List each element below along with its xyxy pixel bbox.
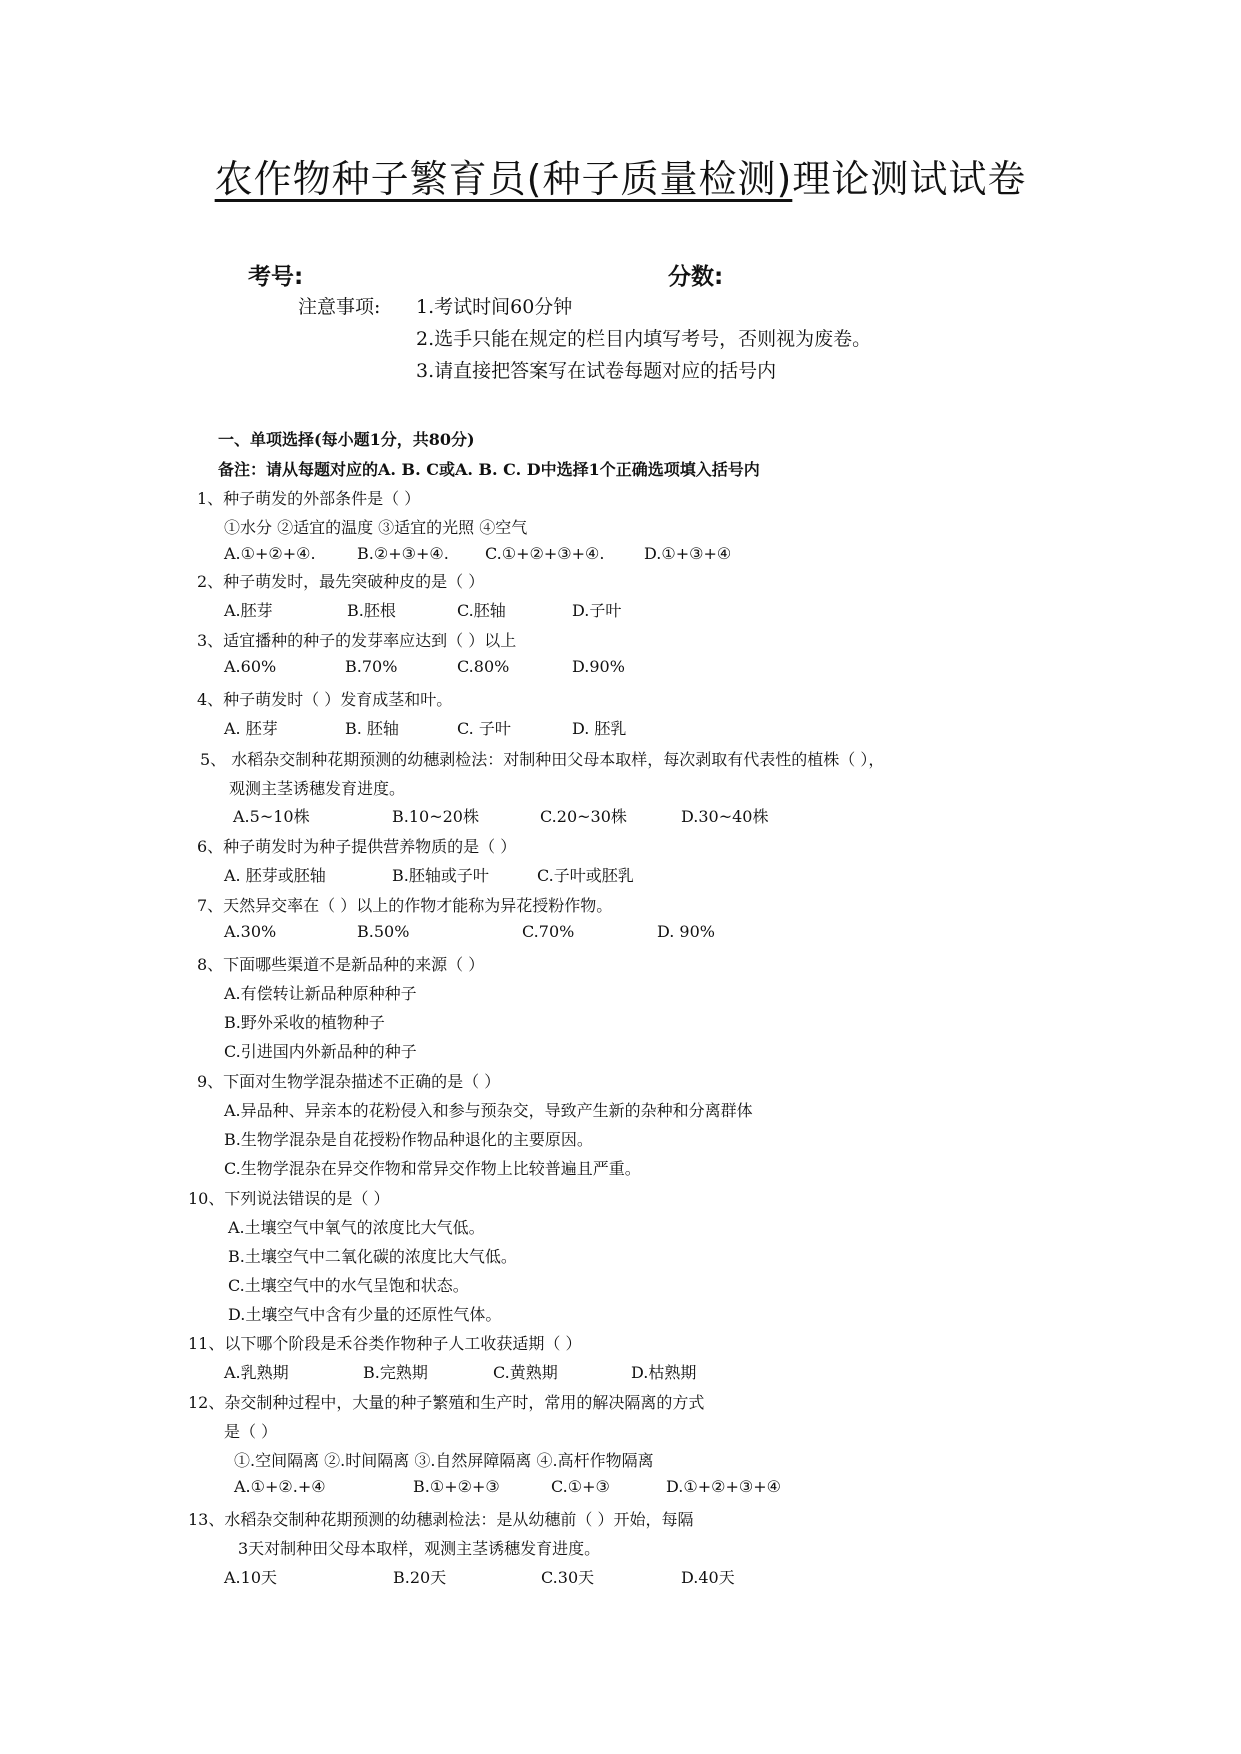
answer-option: D.子叶 bbox=[572, 601, 622, 620]
answer-option: B.胚轴或子叶 bbox=[392, 866, 489, 885]
answer-option: B.20天 bbox=[393, 1568, 447, 1587]
answer-option: A. 胚芽或胚轴 bbox=[224, 866, 326, 885]
question-line: A.有偿转让新品种原种种子 bbox=[224, 984, 417, 1003]
answer-option: C.①+③ bbox=[551, 1477, 610, 1496]
answer-option: B.①+②+③ bbox=[413, 1477, 500, 1496]
answer-option: C.80% bbox=[457, 657, 510, 676]
question-line: 是（ ） bbox=[224, 1422, 278, 1441]
question-line: ①.空间隔离 ②.时间隔离 ③.自然屏障隔离 ④.高杆作物隔离 bbox=[234, 1451, 654, 1470]
question-line: B.土壤空气中二氧化碳的浓度比大气低。 bbox=[228, 1247, 517, 1266]
question-stem: 12、杂交制种过程中，大量的种子繁殖和生产时，常用的解决隔离的方式 bbox=[188, 1393, 705, 1412]
answer-option: B.胚根 bbox=[347, 601, 396, 620]
question-line: A.异品种、异亲本的花粉侵入和参与预杂交，导致产生新的杂种和分离群体 bbox=[224, 1101, 753, 1120]
exam-title-rest: 理论测试试卷 bbox=[792, 157, 1027, 201]
answer-option: A.5~10株 bbox=[233, 807, 310, 826]
answer-option: D.90% bbox=[572, 657, 625, 676]
question-stem: 3、适宜播种的种子的发芽率应达到（ ）以上 bbox=[197, 631, 517, 650]
answer-option: D.30~40株 bbox=[681, 807, 769, 826]
answer-option: B.50% bbox=[357, 922, 410, 941]
question-line: A.土壤空气中氧气的浓度比大气低。 bbox=[228, 1218, 485, 1237]
notice-item: 1.考试时间60分钟 bbox=[416, 296, 573, 318]
answer-option: C.胚轴 bbox=[457, 601, 506, 620]
answer-option: A.①+②+④. bbox=[224, 544, 316, 563]
answer-option: C.黄熟期 bbox=[493, 1363, 558, 1382]
question-line: C.生物学混杂在异交作物和常异交作物上比较普遍且严重。 bbox=[224, 1159, 641, 1178]
answer-option: B.②+③+④. bbox=[357, 544, 449, 563]
answer-option: C.①+②+③+④. bbox=[485, 544, 605, 563]
question-stem: 11、以下哪个阶段是禾谷类作物种子人工收获适期（ ） bbox=[188, 1334, 582, 1353]
question-stem: 5、 水稻杂交制种花期预测的幼穗剥检法：对制种田父母本取样，每次剥取有代表性的植株（ ）， bbox=[200, 750, 885, 769]
answer-option: A.①+②.+④ bbox=[234, 1477, 326, 1496]
answer-option: D. 90% bbox=[657, 922, 715, 941]
question-line: D.土壤空气中含有少量的还原性气体。 bbox=[228, 1305, 502, 1324]
question-stem: 10、下列说法错误的是（ ） bbox=[188, 1189, 390, 1208]
question-line: C.引进国内外新品种的种子 bbox=[224, 1042, 417, 1061]
answer-option: A.10天 bbox=[224, 1568, 278, 1587]
question-line: C.土壤空气中的水气呈饱和状态。 bbox=[228, 1276, 469, 1295]
question-stem: 4、种子萌发时（ ）发育成茎和叶。 bbox=[197, 690, 453, 709]
section-remark: 备注：请从每题对应的A. B. C或A. B. C. D中选择1个正确选项填入括号内 bbox=[218, 460, 760, 479]
answer-option: A. 胚芽 bbox=[224, 719, 278, 738]
answer-option: D.①+②+③+④ bbox=[666, 1477, 781, 1496]
question-stem: 8、下面哪些渠道不是新品种的来源（ ） bbox=[197, 955, 485, 974]
answer-option: A.乳熟期 bbox=[224, 1363, 289, 1382]
answer-option: C.20~30株 bbox=[540, 807, 627, 826]
notice-label: 注意事项: bbox=[298, 296, 381, 318]
exam-title-underlined: 农作物种子繁育员(种子质量检测) bbox=[214, 157, 793, 201]
question-stem: 6、种子萌发时为种子提供营养物质的是（ ） bbox=[197, 837, 517, 856]
question-line: 3天对制种田父母本取样，观测主茎诱穗发育进度。 bbox=[238, 1539, 601, 1558]
answer-option: C. 子叶 bbox=[457, 719, 511, 738]
exam-number-label: 考号: bbox=[248, 264, 304, 290]
answer-option: D.①+③+④ bbox=[644, 544, 732, 563]
answer-option: C.子叶或胚乳 bbox=[537, 866, 634, 885]
notice-item: 3.请直接把答案写在试卷每题对应的括号内 bbox=[416, 360, 777, 382]
answer-option: A.60% bbox=[224, 657, 277, 676]
question-stem: 9、下面对生物学混杂描述不正确的是（ ） bbox=[197, 1072, 501, 1091]
score-label: 分数: bbox=[668, 264, 724, 290]
answer-option: A.30% bbox=[224, 922, 277, 941]
answer-option: B. 胚轴 bbox=[345, 719, 399, 738]
question-stem: 7、天然异交率在（ ）以上的作物才能称为异花授粉作物。 bbox=[197, 896, 613, 915]
answer-option: B.完熟期 bbox=[363, 1363, 428, 1382]
answer-option: A.胚芽 bbox=[224, 601, 273, 620]
question-stem: 13、水稻杂交制种花期预测的幼穗剥检法：是从幼穗前（ ）开始，每隔 bbox=[188, 1510, 694, 1529]
answer-option: C.30天 bbox=[541, 1568, 595, 1587]
question-line: B.生物学混杂是自花授粉作物品种退化的主要原因。 bbox=[224, 1130, 593, 1149]
question-line: ①水分 ②适宜的温度 ③适宜的光照 ④空气 bbox=[224, 518, 528, 537]
question-line: B.野外采收的植物种子 bbox=[224, 1013, 385, 1032]
notice-item: 2.选手只能在规定的栏目内填写考号，否则视为废卷。 bbox=[416, 328, 872, 350]
exam-title bbox=[0, 148, 1241, 203]
answer-option: C.70% bbox=[522, 922, 575, 941]
answer-option: D.40天 bbox=[681, 1568, 735, 1587]
answer-option: D.枯熟期 bbox=[631, 1363, 697, 1382]
question-stem: 1、种子萌发的外部条件是（ ） bbox=[197, 489, 421, 508]
answer-option: B.70% bbox=[345, 657, 398, 676]
section-heading: 一、单项选择(每小题1分，共80分) bbox=[218, 430, 475, 449]
answer-option: D. 胚乳 bbox=[572, 719, 627, 738]
question-stem: 2、种子萌发时，最先突破种皮的是（ ） bbox=[197, 572, 485, 591]
answer-option: B.10~20株 bbox=[392, 807, 479, 826]
question-line: 观测主茎诱穗发育进度。 bbox=[229, 779, 406, 798]
